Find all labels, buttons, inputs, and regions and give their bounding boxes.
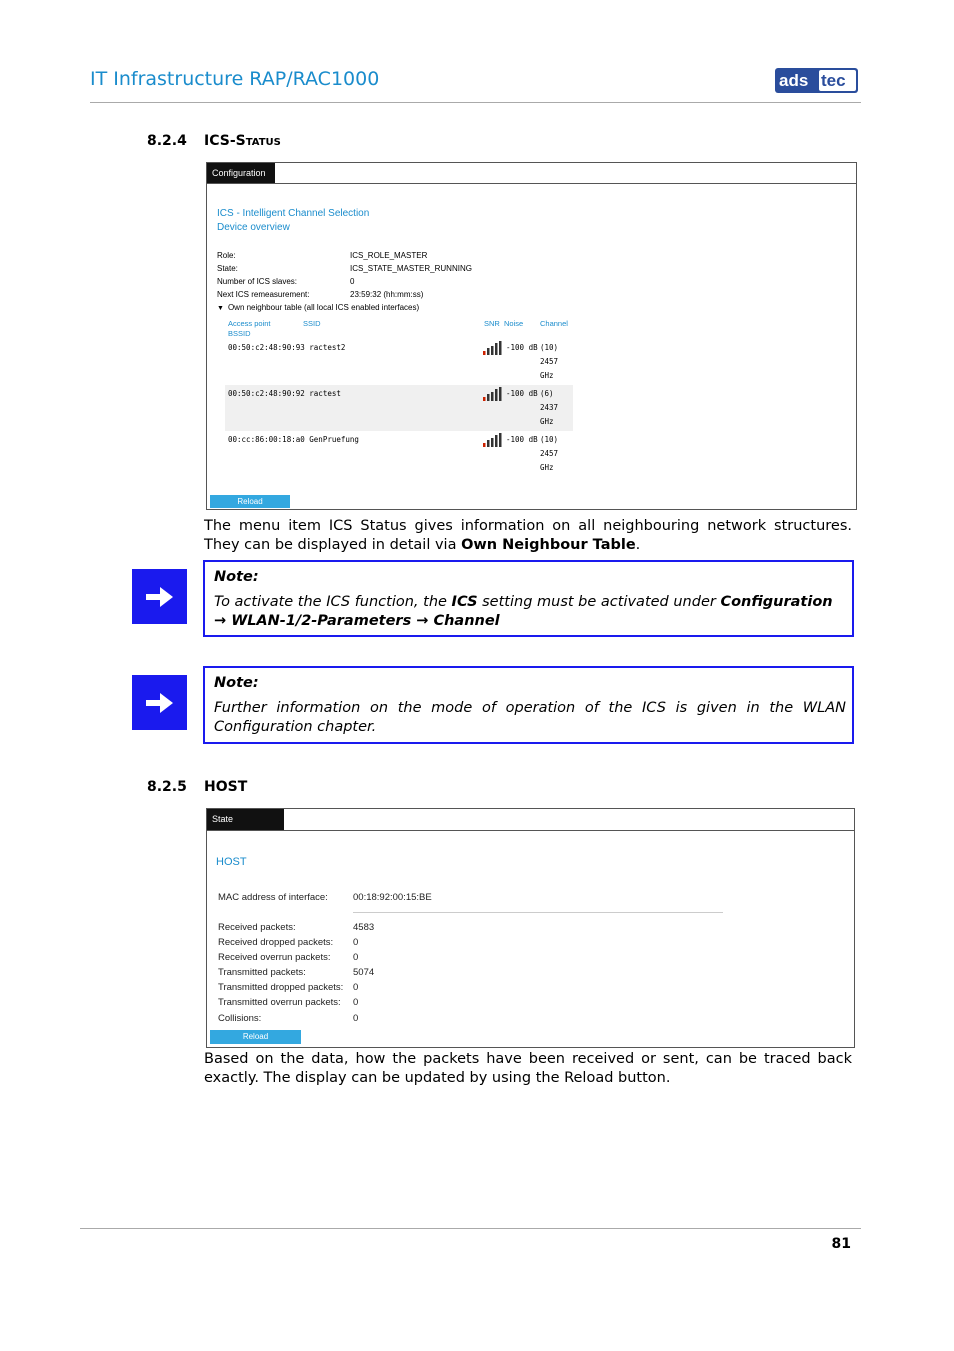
signal-bars-icon	[483, 433, 503, 447]
channel-frequency: 2457	[540, 449, 559, 458]
bssid-ssid: 00:cc:86:00:18:a0 GenPruefung	[228, 435, 359, 444]
note-emphasis-ics: ICS	[451, 594, 478, 610]
reload-button[interactable]: Reload	[210, 495, 290, 508]
stat-label: Received packets:	[218, 922, 296, 933]
field-label: Number of ICS slaves:	[217, 277, 298, 286]
section-number: 8.2.4	[147, 133, 187, 149]
noise-value: -100 dB	[506, 389, 538, 398]
mac-label: MAC address of interface:	[218, 892, 328, 903]
note-arrow-icon	[132, 675, 187, 730]
note-heading: Note:	[214, 569, 259, 585]
stat-value: 0	[353, 997, 359, 1008]
stat-label: Collisions:	[218, 1013, 262, 1024]
tab-divider	[207, 830, 854, 831]
frequency-unit: GHz	[540, 463, 554, 472]
header-rule	[90, 102, 861, 103]
note-box	[203, 666, 854, 744]
device-overview-heading: Device overview	[217, 222, 290, 233]
divider	[353, 912, 723, 913]
toggle-label: Own neighbour table (all local ICS enabled interfaces)	[227, 303, 420, 312]
field-label: State:	[217, 264, 238, 273]
tab-state[interactable]: State	[207, 809, 284, 830]
ics-description-end: .	[635, 537, 641, 553]
chevron-down-icon: ▼	[217, 305, 224, 312]
reload-button[interactable]: Reload	[210, 1030, 301, 1044]
channel-number: (10)	[540, 343, 559, 352]
page-number: 81	[831, 1236, 851, 1252]
note-box	[203, 560, 854, 637]
field-label: Next ICS remeasurement:	[217, 290, 310, 299]
note-text: To activate the ICS function, the	[214, 594, 452, 610]
channel-frequency: 2437	[540, 403, 559, 412]
own-neighbour-table-term: Own Neighbour Table	[461, 537, 636, 553]
table-row[interactable]	[225, 431, 573, 477]
field-value: 23:59:32 (hh:mm:ss)	[350, 290, 424, 299]
stat-value: 5074	[353, 967, 375, 978]
note-body: Further information on the mode of operation of the ICS is given in the WLAN Configuration chapter.	[214, 700, 846, 735]
neighbour-table-toggle[interactable]	[217, 303, 419, 312]
signal-bars-icon	[483, 341, 503, 355]
note-heading: Note:	[214, 675, 259, 691]
field-value: ICS_STATE_MASTER_RUNNING	[350, 264, 472, 273]
stat-value: 4583	[353, 922, 375, 933]
stat-value: 0	[353, 952, 359, 963]
host-screenshot	[206, 808, 855, 1048]
col-bssid: BSSID	[228, 329, 251, 338]
section-title: HOST	[204, 779, 248, 795]
note-emphasis-path: Configuration → WLAN-1/2-Parameters → Channel	[214, 594, 833, 629]
tab-divider	[207, 183, 856, 184]
channel-number: (10)	[540, 435, 559, 444]
footer-rule	[80, 1228, 861, 1229]
ics-status-screenshot	[206, 162, 857, 510]
ics-description-text: The menu item ICS Status gives information on all neighbouring network structures. They can be displayed in detail via	[204, 518, 852, 553]
section-title: ICS-Status	[204, 133, 281, 149]
ics-heading: ICS - Intelligent Channel Selection	[217, 208, 370, 219]
field-value: ICS_ROLE_MASTER	[350, 251, 428, 260]
stat-value: 0	[353, 1013, 359, 1024]
noise-value: -100 dB	[506, 343, 538, 352]
host-description: Based on the data, how the packets have been received or sent, can be traced back exactly. The display can be updated by using the Reload button.	[204, 1051, 852, 1086]
note-body	[214, 593, 846, 631]
svg-text:tec: tec	[821, 71, 846, 90]
stat-value: 0	[353, 982, 359, 993]
frequency-unit: GHz	[540, 371, 554, 380]
document-title: IT Infrastructure RAP/RAC1000	[90, 68, 380, 90]
note-arrow-icon	[132, 569, 187, 624]
noise-value: -100 dB	[506, 435, 538, 444]
ics-description	[204, 517, 852, 555]
col-channel: Channel	[540, 319, 568, 328]
col-snr-noise: SNR Noise	[484, 319, 524, 328]
col-ssid: SSID	[303, 319, 321, 328]
channel-number: (6)	[540, 389, 554, 398]
bssid-ssid: 00:50:c2:48:90:93 ractest2	[228, 343, 346, 352]
svg-text:ads: ads	[779, 71, 809, 90]
table-row[interactable]	[225, 385, 573, 431]
stat-label: Received dropped packets:	[218, 937, 334, 948]
frequency-unit: GHz	[540, 417, 554, 426]
note-text: setting must be activated under	[477, 594, 721, 610]
adstec-logo	[775, 68, 858, 93]
field-label: Role:	[217, 251, 236, 260]
field-value: 0	[350, 277, 355, 286]
stat-label: Transmitted overrun packets:	[218, 997, 341, 1008]
section-number: 8.2.5	[147, 779, 187, 795]
bssid-ssid: 00:50:c2:48:90:92 ractest	[228, 389, 341, 398]
tab-configuration[interactable]: Configuration	[207, 163, 275, 183]
stat-label: Received overrun packets:	[218, 952, 331, 963]
host-heading: HOST	[216, 856, 247, 868]
table-row[interactable]	[225, 339, 573, 385]
signal-bars-icon	[483, 387, 503, 401]
stat-label: Transmitted dropped packets:	[218, 982, 344, 993]
mac-value: 00:18:92:00:15:BE	[353, 892, 432, 903]
col-access-point: Access point	[228, 319, 271, 328]
stat-label: Transmitted packets:	[218, 967, 306, 978]
channel-frequency: 2457	[540, 357, 559, 366]
stat-value: 0	[353, 937, 359, 948]
